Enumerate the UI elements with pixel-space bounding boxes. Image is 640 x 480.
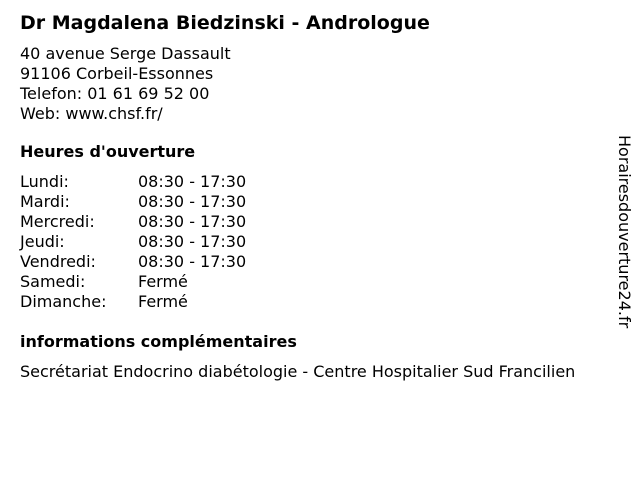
time-value: 08:30 - 17:30 (138, 212, 247, 231)
day-label: Lundi: (20, 172, 69, 191)
hours-row-monday (20, 172, 620, 192)
business-card (20, 10, 620, 382)
day-label: Vendredi: (20, 252, 96, 271)
time-value: Fermé (138, 292, 188, 311)
time-value: 08:30 - 17:30 (138, 252, 247, 271)
address-block (20, 44, 620, 124)
day-label: Jeudi: (20, 232, 65, 251)
hours-row-saturday (20, 272, 620, 292)
website-link[interactable]: Web: www.chsf.fr/ (20, 104, 163, 123)
hours-row-tuesday (20, 192, 620, 212)
page-title: Dr Magdalena Biedzinski - Andrologue (20, 12, 430, 34)
time-value: 08:30 - 17:30 (138, 232, 247, 251)
day-label: Dimanche: (20, 292, 107, 311)
street-address: 40 avenue Serge Dassault (20, 44, 231, 63)
time-value: Fermé (138, 272, 188, 291)
info-heading: informations complémentaires (20, 332, 297, 351)
city-address: 91106 Corbeil-Essonnes (20, 64, 214, 83)
time-value: 08:30 - 17:30 (138, 192, 247, 211)
day-label: Mercredi: (20, 212, 95, 231)
hours-heading: Heures d'ouverture (20, 142, 196, 161)
day-label: Samedi: (20, 272, 86, 291)
phone-number: Telefon: 01 61 69 52 00 (20, 84, 210, 103)
watermark-text: Horairesdouverture24.fr (615, 135, 634, 329)
time-value: 08:30 - 17:30 (138, 172, 247, 191)
hours-row-sunday (20, 292, 620, 312)
opening-hours-list (20, 172, 620, 312)
hours-row-wednesday (20, 212, 620, 232)
hours-row-thursday (20, 232, 620, 252)
hours-row-friday (20, 252, 620, 272)
day-label: Mardi: (20, 192, 70, 211)
info-description: Secrétariat Endocrino diabétologie - Centre Hospitalier Sud Francilien (20, 362, 576, 381)
